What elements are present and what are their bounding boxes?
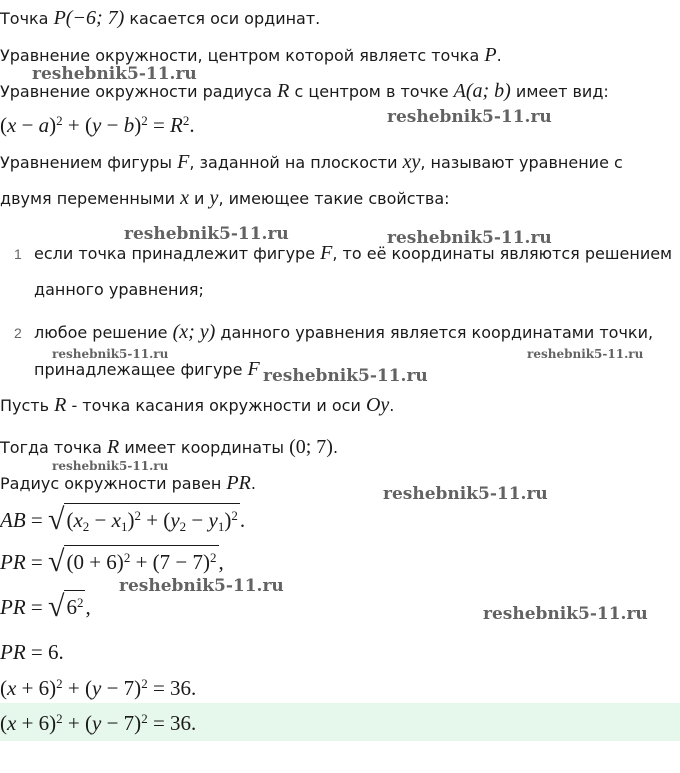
line-10 [0, 436, 338, 459]
list-item-1 [34, 242, 672, 265]
text: . [496, 46, 502, 65]
math-point-a: A(a; b) [453, 80, 511, 102]
watermark: reshebnik5-11.ru [483, 604, 648, 624]
text: и [188, 189, 210, 208]
watermark: reshebnik5-11.ru [527, 347, 644, 361]
text: Уравнением фигуры [0, 153, 178, 172]
text: касается оси ординат. [124, 9, 321, 28]
sqrt-symbol: $√(0 + 6)^2 + (7 - 7)^2$ [48, 545, 217, 578]
text: имеет координаты [119, 438, 290, 457]
answer-equation: $(x + 6)^2 + (y - 7)^2 = 36$. [0, 710, 197, 735]
list-item-2-cont [34, 358, 260, 381]
math-xy: xy [402, 151, 421, 173]
list-number: 1 [14, 246, 22, 262]
text: Пусть [0, 396, 55, 415]
math-r: R [107, 436, 120, 458]
watermark: reshebnik5-11.ru [52, 347, 169, 361]
math-x: x [180, 187, 189, 209]
math-point-p: P(−6; 7) [53, 7, 125, 29]
math-f: F [177, 151, 190, 173]
math-pr: PR [226, 472, 251, 494]
watermark: reshebnik5-11.ru [52, 459, 169, 473]
equation-distance-formula: AB = $√(x_2 - x_1)^2 + (y_2 - y_1)^2$. [0, 503, 246, 536]
list-item-2 [34, 321, 653, 344]
line-1 [0, 7, 320, 30]
text: - точка касания окружности и оси [66, 396, 366, 415]
text: Уравнение окружности, центром которой являетс точка [0, 46, 485, 65]
equation-pr-substitute: PR = $√(0 + 6)^2 + (7 - 7)^2$, [0, 545, 224, 578]
math-r: R [277, 80, 290, 102]
text: , называют уравнение с [420, 153, 623, 172]
watermark: reshebnik5-11.ru [119, 576, 284, 596]
list-item-1-cont: данного уравнения; [34, 280, 204, 299]
text: , заданной на плоскости [189, 153, 403, 172]
text: имеет вид: [510, 82, 609, 101]
text: Точка [0, 9, 54, 28]
equation-circle-result: $(x + 6)^2 + (y - 7)^2 = 36$. [0, 675, 197, 700]
text: Радиус окружности равен [0, 474, 227, 493]
text: Тогда точка [0, 438, 108, 457]
line-6 [0, 187, 450, 210]
line-9 [0, 394, 394, 417]
watermark: reshebnik5-11.ru [32, 64, 197, 84]
equation-circle-general: $(x - a)^2 + (y - b)^2 = R^2$. [0, 112, 195, 137]
watermark: reshebnik5-11.ru [387, 228, 552, 248]
equation-pr-simplified: PR = $√6^2$, [0, 590, 91, 623]
math-xy-pair: (x; y) [172, 321, 216, 343]
text: . [332, 438, 339, 457]
line-11 [0, 472, 256, 495]
sqrt-symbol: $√(x_2 - x_1)^2 + (y_2 - y_1)^2$ [48, 503, 238, 536]
watermark: reshebnik5-11.ru [383, 484, 548, 504]
text: принадлежащее фигуре [34, 360, 248, 379]
math-y: y [209, 187, 219, 209]
text: , имеющее такие свойства: [218, 189, 450, 208]
text: любое решение [34, 323, 173, 342]
equation-pr-result: PR = 6. [0, 640, 64, 664]
watermark: reshebnik5-11.ru [387, 107, 552, 127]
text: двумя переменными [0, 189, 181, 208]
math-f: F [320, 242, 333, 264]
list-number: 2 [14, 325, 22, 341]
sqrt-symbol: $√6^2$ [48, 590, 84, 623]
text: Уравнение окружности радиуса [0, 82, 278, 101]
text: данного уравнения является координатами точки, [215, 323, 654, 342]
math-r: R [54, 394, 67, 416]
math-p: P [484, 44, 497, 66]
line-5 [0, 151, 623, 174]
math-f: F [247, 358, 260, 380]
text: если точка принадлежит фигуре [34, 244, 321, 263]
watermark: reshebnik5-11.ru [263, 366, 428, 386]
math-point: (0; 7) [289, 436, 333, 458]
text: . [389, 396, 395, 415]
math-oy: Oy [365, 394, 390, 416]
text: , то её координаты являются решением [332, 244, 673, 263]
text: с центром в точке [289, 82, 454, 101]
text: . [250, 474, 256, 493]
watermark: reshebnik5-11.ru [124, 224, 289, 244]
